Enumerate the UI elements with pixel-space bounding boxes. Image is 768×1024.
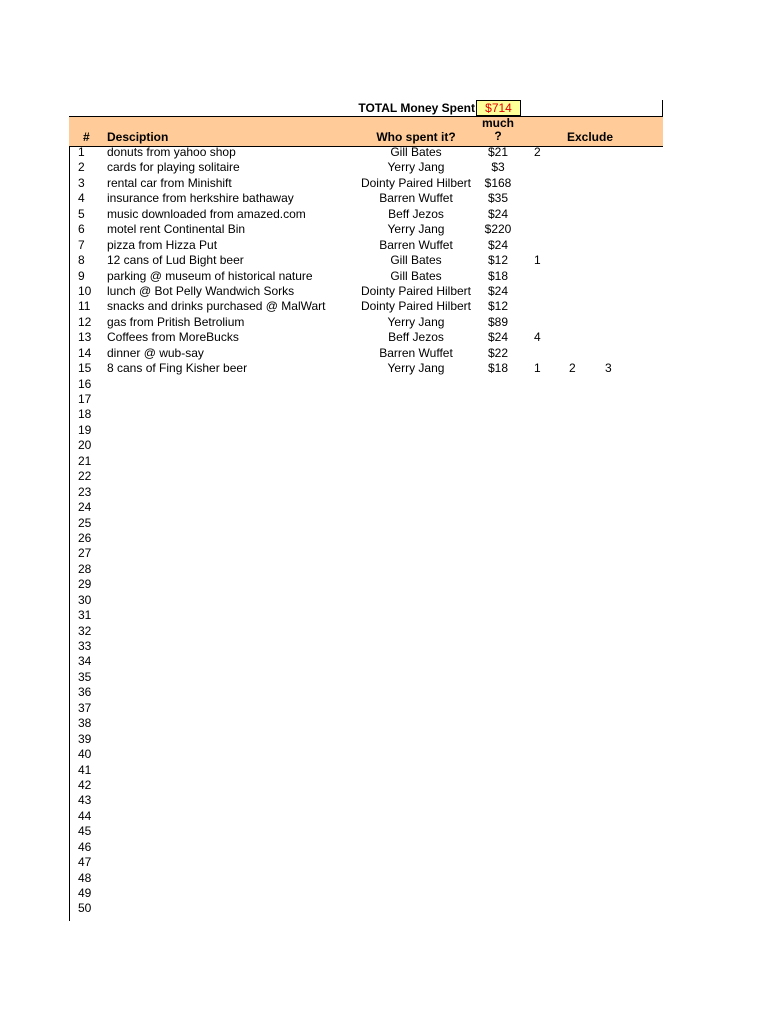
row-number[interactable]: 22 [78, 469, 92, 484]
row-number[interactable]: 5 [78, 206, 85, 221]
row-number[interactable]: 2 [78, 160, 85, 175]
row-who-spent[interactable]: Barren Wuffet [379, 345, 453, 360]
table-row [0, 747, 768, 762]
table-row [0, 315, 768, 330]
row-number[interactable]: 26 [78, 530, 92, 545]
table-row [0, 593, 768, 608]
row-who-spent[interactable]: Gill Bates [390, 145, 442, 159]
row-number[interactable]: 39 [78, 731, 92, 746]
table-row [0, 377, 768, 392]
row-number[interactable]: 19 [78, 422, 92, 437]
row-number[interactable]: 14 [78, 345, 92, 360]
row-number[interactable]: 28 [78, 561, 92, 576]
row-number[interactable]: 8 [78, 253, 85, 268]
row-who-spent[interactable]: Gill Bates [390, 253, 442, 268]
row-number[interactable]: 45 [78, 824, 92, 839]
table-row [0, 299, 768, 314]
table-row [0, 778, 768, 793]
row-number[interactable]: 27 [78, 546, 92, 561]
row-amount[interactable]: $89 [487, 314, 509, 329]
table-row [0, 253, 768, 268]
row-description[interactable]: pizza from Hizza Put [107, 237, 218, 252]
row-number[interactable]: 17 [78, 392, 92, 406]
row-exclude-3[interactable]: 3 [605, 361, 612, 376]
row-description[interactable]: Coffees from MoreBucks [107, 330, 239, 345]
row-description[interactable]: 8 cans of Fing Kisher beer [107, 361, 248, 376]
row-number[interactable]: 24 [78, 500, 92, 515]
row-exclude-1[interactable]: 4 [534, 330, 541, 345]
row-number[interactable]: 37 [78, 700, 92, 715]
row-number[interactable]: 23 [78, 484, 92, 499]
table-row [0, 901, 768, 916]
row-who-spent[interactable]: Beff Jezos [388, 206, 444, 221]
total-label: TOTAL Money Spent [358, 101, 475, 115]
table-row [0, 840, 768, 855]
row-number[interactable]: 36 [78, 685, 92, 700]
row-amount[interactable]: $24 [487, 283, 509, 298]
table-row [0, 207, 768, 222]
row-number[interactable]: 4 [78, 191, 85, 206]
row-number[interactable]: 32 [78, 623, 92, 638]
table-row [0, 639, 768, 654]
header-who-spent: Who spent it? [376, 130, 456, 144]
header-how-much [476, 117, 520, 143]
table-row [0, 516, 768, 531]
table-row [0, 793, 768, 808]
row-exclude-1[interactable]: 1 [534, 361, 541, 376]
row-number[interactable]: 38 [78, 716, 92, 731]
total-value-cell[interactable]: $714 [476, 100, 521, 116]
row-amount[interactable]: $168 [484, 175, 512, 190]
header-description: Desciption [107, 130, 169, 144]
row-number[interactable]: 10 [78, 283, 92, 298]
header-how-much-line2: ? [494, 129, 502, 143]
row-number[interactable]: 18 [78, 407, 92, 422]
table-row [0, 670, 768, 685]
data-rows [0, 145, 768, 917]
table-row [0, 438, 768, 453]
row-who-spent[interactable]: Barren Wuffet [379, 191, 453, 206]
table-row [0, 423, 768, 438]
row-number[interactable]: 48 [78, 870, 92, 885]
row-exclude-2[interactable]: 2 [569, 361, 576, 376]
table-row [0, 624, 768, 639]
row-amount[interactable]: $3 [491, 160, 505, 175]
row-who-spent[interactable]: Gill Bates [390, 268, 442, 283]
table-row [0, 732, 768, 747]
right-border-line [662, 100, 663, 116]
row-number[interactable]: 47 [78, 855, 92, 870]
row-number[interactable]: 31 [78, 608, 92, 623]
table-row [0, 454, 768, 469]
row-who-spent[interactable]: Barren Wuffet [379, 237, 453, 252]
table-row [0, 160, 768, 175]
table-row [0, 855, 768, 870]
row-amount[interactable]: $24 [487, 206, 509, 221]
row-description[interactable]: 12 cans of Lud Bight beer [107, 253, 244, 268]
row-number[interactable]: 20 [78, 438, 92, 453]
row-number[interactable]: 46 [78, 839, 92, 854]
row-number[interactable]: 35 [78, 669, 92, 684]
row-description[interactable]: rental car from Minishift [107, 175, 232, 190]
row-description[interactable]: lunch @ Bot Pelly Wandwich Sorks [107, 283, 295, 298]
table-row [0, 222, 768, 237]
table-row [0, 346, 768, 361]
table-row [0, 871, 768, 886]
row-description[interactable]: snacks and drinks purchased @ MalWart [107, 299, 326, 314]
row-number[interactable]: 7 [78, 237, 85, 252]
row-number[interactable]: 11 [78, 299, 91, 314]
row-number[interactable]: 1 [78, 145, 85, 159]
row-who-spent[interactable]: Yerry Jang [387, 314, 445, 329]
table-row [0, 546, 768, 561]
row-number[interactable]: 3 [78, 175, 85, 190]
row-who-spent[interactable]: Beff Jezos [388, 330, 444, 345]
table-row [0, 716, 768, 731]
row-description[interactable]: dinner @ wub-say [107, 345, 204, 360]
row-number[interactable]: 13 [78, 330, 92, 345]
header-number: # [83, 130, 90, 144]
row-number[interactable]: 12 [78, 314, 92, 329]
row-number[interactable]: 30 [78, 592, 92, 607]
row-number[interactable]: 21 [78, 453, 92, 468]
row-number[interactable]: 9 [78, 268, 85, 283]
row-exclude-1[interactable]: 2 [534, 145, 541, 159]
row-description[interactable]: insurance from herkshire bathaway [107, 191, 294, 206]
table-row [0, 886, 768, 901]
row-number[interactable]: 16 [78, 376, 92, 391]
row-number[interactable]: 25 [78, 515, 92, 530]
table-row [0, 701, 768, 716]
row-amount[interactable]: $18 [487, 361, 509, 376]
header-exclude: Exclude [566, 130, 614, 144]
row-number[interactable]: 50 [78, 901, 92, 916]
row-who-spent[interactable]: Dointy Paired Hilbert [360, 283, 472, 298]
row-amount[interactable]: $18 [487, 268, 509, 283]
table-row [0, 809, 768, 824]
row-amount[interactable]: $22 [487, 345, 509, 360]
table-row [0, 577, 768, 592]
row-number[interactable]: 42 [78, 777, 92, 792]
row-description[interactable]: music downloaded from amazed.com [107, 206, 306, 221]
table-row [0, 824, 768, 839]
row-number[interactable]: 40 [78, 747, 92, 762]
header-how-much-line1: much [481, 116, 514, 130]
row-number[interactable]: 43 [78, 793, 92, 808]
row-who-spent[interactable]: Dointy Paired Hilbert [360, 175, 472, 190]
row-number[interactable]: 29 [78, 577, 92, 592]
row-who-spent[interactable]: Dointy Paired Hilbert [360, 299, 472, 314]
table-row [0, 654, 768, 669]
table-row [0, 608, 768, 623]
table-row [0, 500, 768, 515]
row-amount[interactable]: $35 [487, 191, 509, 206]
row-amount[interactable]: $12 [487, 253, 509, 268]
row-amount[interactable]: $12 [487, 299, 509, 314]
row-amount[interactable]: $220 [484, 222, 512, 237]
row-amount[interactable]: $21 [487, 145, 509, 159]
row-number[interactable]: 6 [78, 222, 85, 237]
row-number[interactable]: 49 [78, 886, 92, 900]
table-row [0, 269, 768, 284]
table-row [0, 763, 768, 778]
row-description[interactable]: motel rent Continental Bin [107, 222, 246, 237]
table-row [0, 562, 768, 577]
table-row [0, 330, 768, 345]
table-row [0, 361, 768, 376]
row-who-spent[interactable]: Yerry Jang [387, 361, 445, 376]
row-description[interactable]: donuts from yahoo shop [107, 145, 236, 159]
row-amount[interactable]: $24 [487, 237, 509, 252]
table-row [0, 685, 768, 700]
row-description[interactable]: gas from Pritish Betrolium [107, 314, 245, 329]
table-row [0, 238, 768, 253]
table-row [0, 145, 768, 160]
row-who-spent[interactable]: Yerry Jang [387, 222, 445, 237]
row-number[interactable]: 34 [78, 654, 92, 669]
table-row [0, 469, 768, 484]
row-number[interactable]: 33 [78, 639, 92, 653]
row-number[interactable]: 44 [78, 808, 92, 823]
row-number[interactable]: 41 [78, 762, 92, 777]
row-description[interactable]: cards for playing solitaire [107, 160, 240, 175]
row-exclude-1[interactable]: 1 [534, 253, 541, 268]
table-row [0, 531, 768, 546]
table-row [0, 407, 768, 422]
table-row [0, 191, 768, 206]
table-row [0, 284, 768, 299]
row-description[interactable]: parking @ museum of historical nature [107, 268, 313, 283]
row-who-spent[interactable]: Yerry Jang [387, 160, 445, 175]
table-row [0, 485, 768, 500]
row-amount[interactable]: $24 [487, 330, 509, 345]
table-row [0, 392, 768, 407]
row-number[interactable]: 15 [78, 361, 92, 376]
table-row [0, 176, 768, 191]
